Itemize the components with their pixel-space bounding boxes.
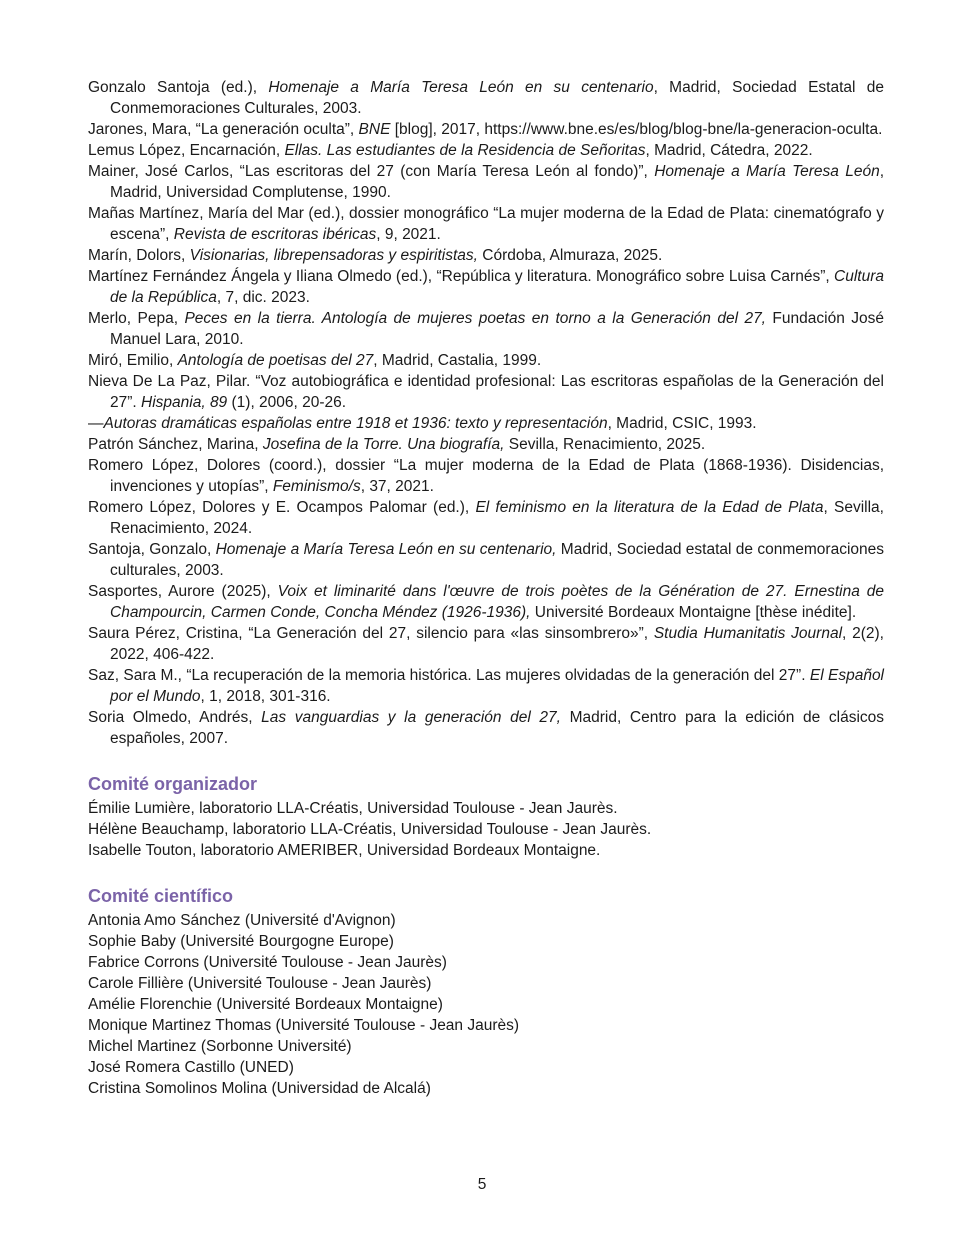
reference-text: Miró, Emilio, bbox=[88, 352, 178, 369]
committee-member: Hélène Beauchamp, laboratorio LLA-Créatis, Universidad Toulouse - Jean Jaurès. bbox=[88, 821, 652, 838]
reference-title-italic: Las vanguardias y la generación del 27, bbox=[261, 709, 561, 726]
reference-entry bbox=[88, 203, 884, 245]
reference-text: Mañas Martínez, María del Mar (ed.), dossier monográfico “La mujer moderna de la Edad de Plata: cinematógrafo y escena”, bbox=[88, 205, 884, 243]
reference-entry bbox=[88, 707, 884, 749]
section-heading: Comité científico bbox=[88, 886, 234, 906]
reference-entry bbox=[88, 623, 884, 665]
reference-text: , Sevilla, Renacimiento, 2024. bbox=[110, 499, 884, 537]
reference-text: Jarones, Mara, “La generación oculta”, bbox=[88, 121, 359, 138]
reference-text: Romero López, Dolores (coord.), dossier “La mujer moderna de la Edad de Plata (1868-1936). Disidencias, invenciones y utopías”, bbox=[88, 457, 884, 495]
reference-text: , Madrid, CSIC, 1993. bbox=[607, 415, 757, 432]
committee-sections bbox=[88, 772, 884, 1099]
reference-title-italic: Ellas. Las estudiantes de la Residencia de Señoritas bbox=[284, 142, 646, 159]
committee-member: Isabelle Touton, laboratorio AMERIBER, Universidad Bordeaux Montaigne. bbox=[88, 842, 601, 859]
committee-section bbox=[88, 772, 884, 861]
reference-entry bbox=[88, 245, 884, 266]
document-body bbox=[88, 77, 884, 1099]
reference-title-italic: Cultura de la República bbox=[110, 268, 884, 306]
reference-text: (1), 2006, 20-26. bbox=[227, 394, 347, 411]
reference-title-italic: El Español por el Mundo bbox=[110, 667, 885, 705]
reference-entry bbox=[88, 119, 884, 140]
committee-member: José Romera Castillo (UNED) bbox=[88, 1059, 294, 1076]
reference-text: Fundación José Manuel Lara, 2010. bbox=[110, 310, 884, 348]
reference-entry bbox=[88, 665, 884, 707]
reference-text: Martínez Fernández Ángela y Iliana Olmedo (ed.), “República y literatura. Monográfico sobre Luisa Carnés”, bbox=[88, 268, 835, 285]
reference-text: , Madrid, Sociedad Estatal de Conmemoraciones Culturales, 2003. bbox=[110, 79, 884, 117]
reference-entry bbox=[88, 77, 884, 119]
reference-text: , 1, 2018, 301-316. bbox=[200, 688, 331, 705]
reference-entry bbox=[88, 266, 884, 308]
reference-entry bbox=[88, 413, 884, 434]
reference-title-italic: Josefina de la Torre. Una biografía, bbox=[262, 436, 505, 453]
reference-entry bbox=[88, 140, 884, 161]
reference-title-italic: Feminismo/s bbox=[272, 478, 361, 495]
committee-member: Monique Martinez Thomas (Université Toulouse - Jean Jaurès) bbox=[88, 1017, 520, 1034]
committee-member: Michel Martinez (Sorbonne Université) bbox=[88, 1038, 352, 1055]
reference-title-italic: Autoras dramáticas españolas entre 1918 et 1936: texto y representación bbox=[103, 415, 608, 432]
reference-text: Nieva De La Paz, Pilar. “Voz autobiográfica e identidad profesional: Las escritoras españolas de la Generación del 27”. bbox=[88, 373, 884, 411]
reference-title-italic: Antología de poetisas del 27 bbox=[177, 352, 374, 369]
reference-title-italic: BNE bbox=[358, 121, 391, 138]
committee-member: Cristina Somolinos Molina (Universidad de Alcalá) bbox=[88, 1080, 431, 1097]
reference-text: Mainer, José Carlos, “Las escritoras del 27 (con María Teresa León al fondo)”, bbox=[88, 163, 655, 180]
reference-text: Lemus López, Encarnación, bbox=[88, 142, 285, 159]
reference-text: Santoja, Gonzalo, bbox=[88, 541, 216, 558]
reference-text: Université Bordeaux Montaigne [thèse inédite]. bbox=[530, 604, 857, 621]
reference-text: , 7, dic. 2023. bbox=[216, 289, 310, 306]
reference-entry bbox=[88, 371, 884, 413]
reference-text: Madrid, Sociedad estatal de conmemoraciones culturales, 2003. bbox=[110, 541, 885, 579]
section-heading: Comité organizador bbox=[88, 774, 258, 794]
reference-title-italic: Studia Humanitatis Journal bbox=[653, 625, 843, 642]
committee-member: Antonia Amo Sánchez (Université d'Avignon) bbox=[88, 912, 396, 929]
reference-title-italic: Peces en la tierra. Antología de mujeres poetas en torno a la Generación del 27, bbox=[184, 310, 766, 327]
committee-member: Fabrice Corrons (Université Toulouse - Jean Jaurès) bbox=[88, 954, 447, 971]
reference-entry bbox=[88, 434, 884, 455]
reference-text: Saura Pérez, Cristina, “La Generación del 27, silencio para «las sinsombrero»”, bbox=[88, 625, 654, 642]
reference-entry bbox=[88, 581, 884, 623]
reference-text: Merlo, Pepa, bbox=[88, 310, 185, 327]
committee-section bbox=[88, 884, 884, 1099]
reference-text: , 9, 2021. bbox=[376, 226, 441, 243]
reference-title-italic: Homenaje a María Teresa León bbox=[654, 163, 880, 180]
references-list bbox=[88, 77, 884, 749]
reference-title-italic: Visionarias, librepensadoras y espiritistas, bbox=[189, 247, 478, 264]
reference-title-italic: El feminismo en la literatura de la Edad de Plata bbox=[475, 499, 824, 516]
reference-title-italic: Homenaje a María Teresa León en su centenario bbox=[268, 79, 654, 96]
reference-title-italic: Homenaje a María Teresa León en su centenario, bbox=[215, 541, 557, 558]
reference-entry bbox=[88, 350, 884, 371]
reference-text: Gonzalo Santoja (ed.), bbox=[88, 79, 269, 96]
reference-text: , 2(2), 2022, 406-422. bbox=[110, 625, 884, 663]
reference-text: Sevilla, Renacimiento, 2025. bbox=[504, 436, 706, 453]
reference-text: Soria Olmedo, Andrés, bbox=[88, 709, 262, 726]
reference-entry bbox=[88, 497, 884, 539]
reference-text: Sasportes, Aurore (2025), bbox=[88, 583, 278, 600]
reference-text: Romero López, Dolores y E. Ocampos Palomar (ed.), bbox=[88, 499, 476, 516]
committee-member: Émilie Lumière, laboratorio LLA-Créatis, Universidad Toulouse - Jean Jaurès. bbox=[88, 800, 618, 817]
reference-text: [blog], 2017, https://www.bne.es/es/blog/blog-bne/la-generacion-oculta. bbox=[390, 121, 883, 138]
reference-entry bbox=[88, 161, 884, 203]
reference-title-italic: Revista de escritoras ibéricas bbox=[173, 226, 377, 243]
reference-text: Patrón Sánchez, Marina, bbox=[88, 436, 263, 453]
reference-text: Marín, Dolors, bbox=[88, 247, 190, 264]
reference-entry bbox=[88, 308, 884, 350]
reference-text: Saz, Sara M., “La recuperación de la memoria histórica. Las mujeres olvidadas de la generación del 27”. bbox=[88, 667, 810, 684]
reference-text: Córdoba, Almuraza, 2025. bbox=[477, 247, 663, 264]
reference-text: Madrid, Centro para la edición de clásicos españoles, 2007. bbox=[110, 709, 885, 747]
committee-member: Sophie Baby (Université Bourgogne Europe) bbox=[88, 933, 394, 950]
committee-member: Carole Fillière (Université Toulouse - Jean Jaurès) bbox=[88, 975, 432, 992]
reference-text: — bbox=[88, 415, 104, 432]
reference-text: , Madrid, Universidad Complutense, 1990. bbox=[110, 163, 885, 201]
reference-text: , Madrid, Castalia, 1999. bbox=[373, 352, 542, 369]
reference-title-italic: Hispania, 89 bbox=[141, 394, 228, 411]
reference-title-italic: Voix et liminarité dans l'œuvre de trois poètes de la Génération de 27. Ernestina de Champourcin, Carmen Conde, Concha Méndez (1926-1936), bbox=[110, 583, 884, 621]
page-number: 5 bbox=[477, 1176, 487, 1193]
reference-entry bbox=[88, 455, 884, 497]
reference-text: , Madrid, Cátedra, 2022. bbox=[645, 142, 813, 159]
reference-entry bbox=[88, 539, 884, 581]
reference-text: , 37, 2021. bbox=[360, 478, 434, 495]
committee-member: Amélie Florenchie (Université Bordeaux Montaigne) bbox=[88, 996, 443, 1013]
